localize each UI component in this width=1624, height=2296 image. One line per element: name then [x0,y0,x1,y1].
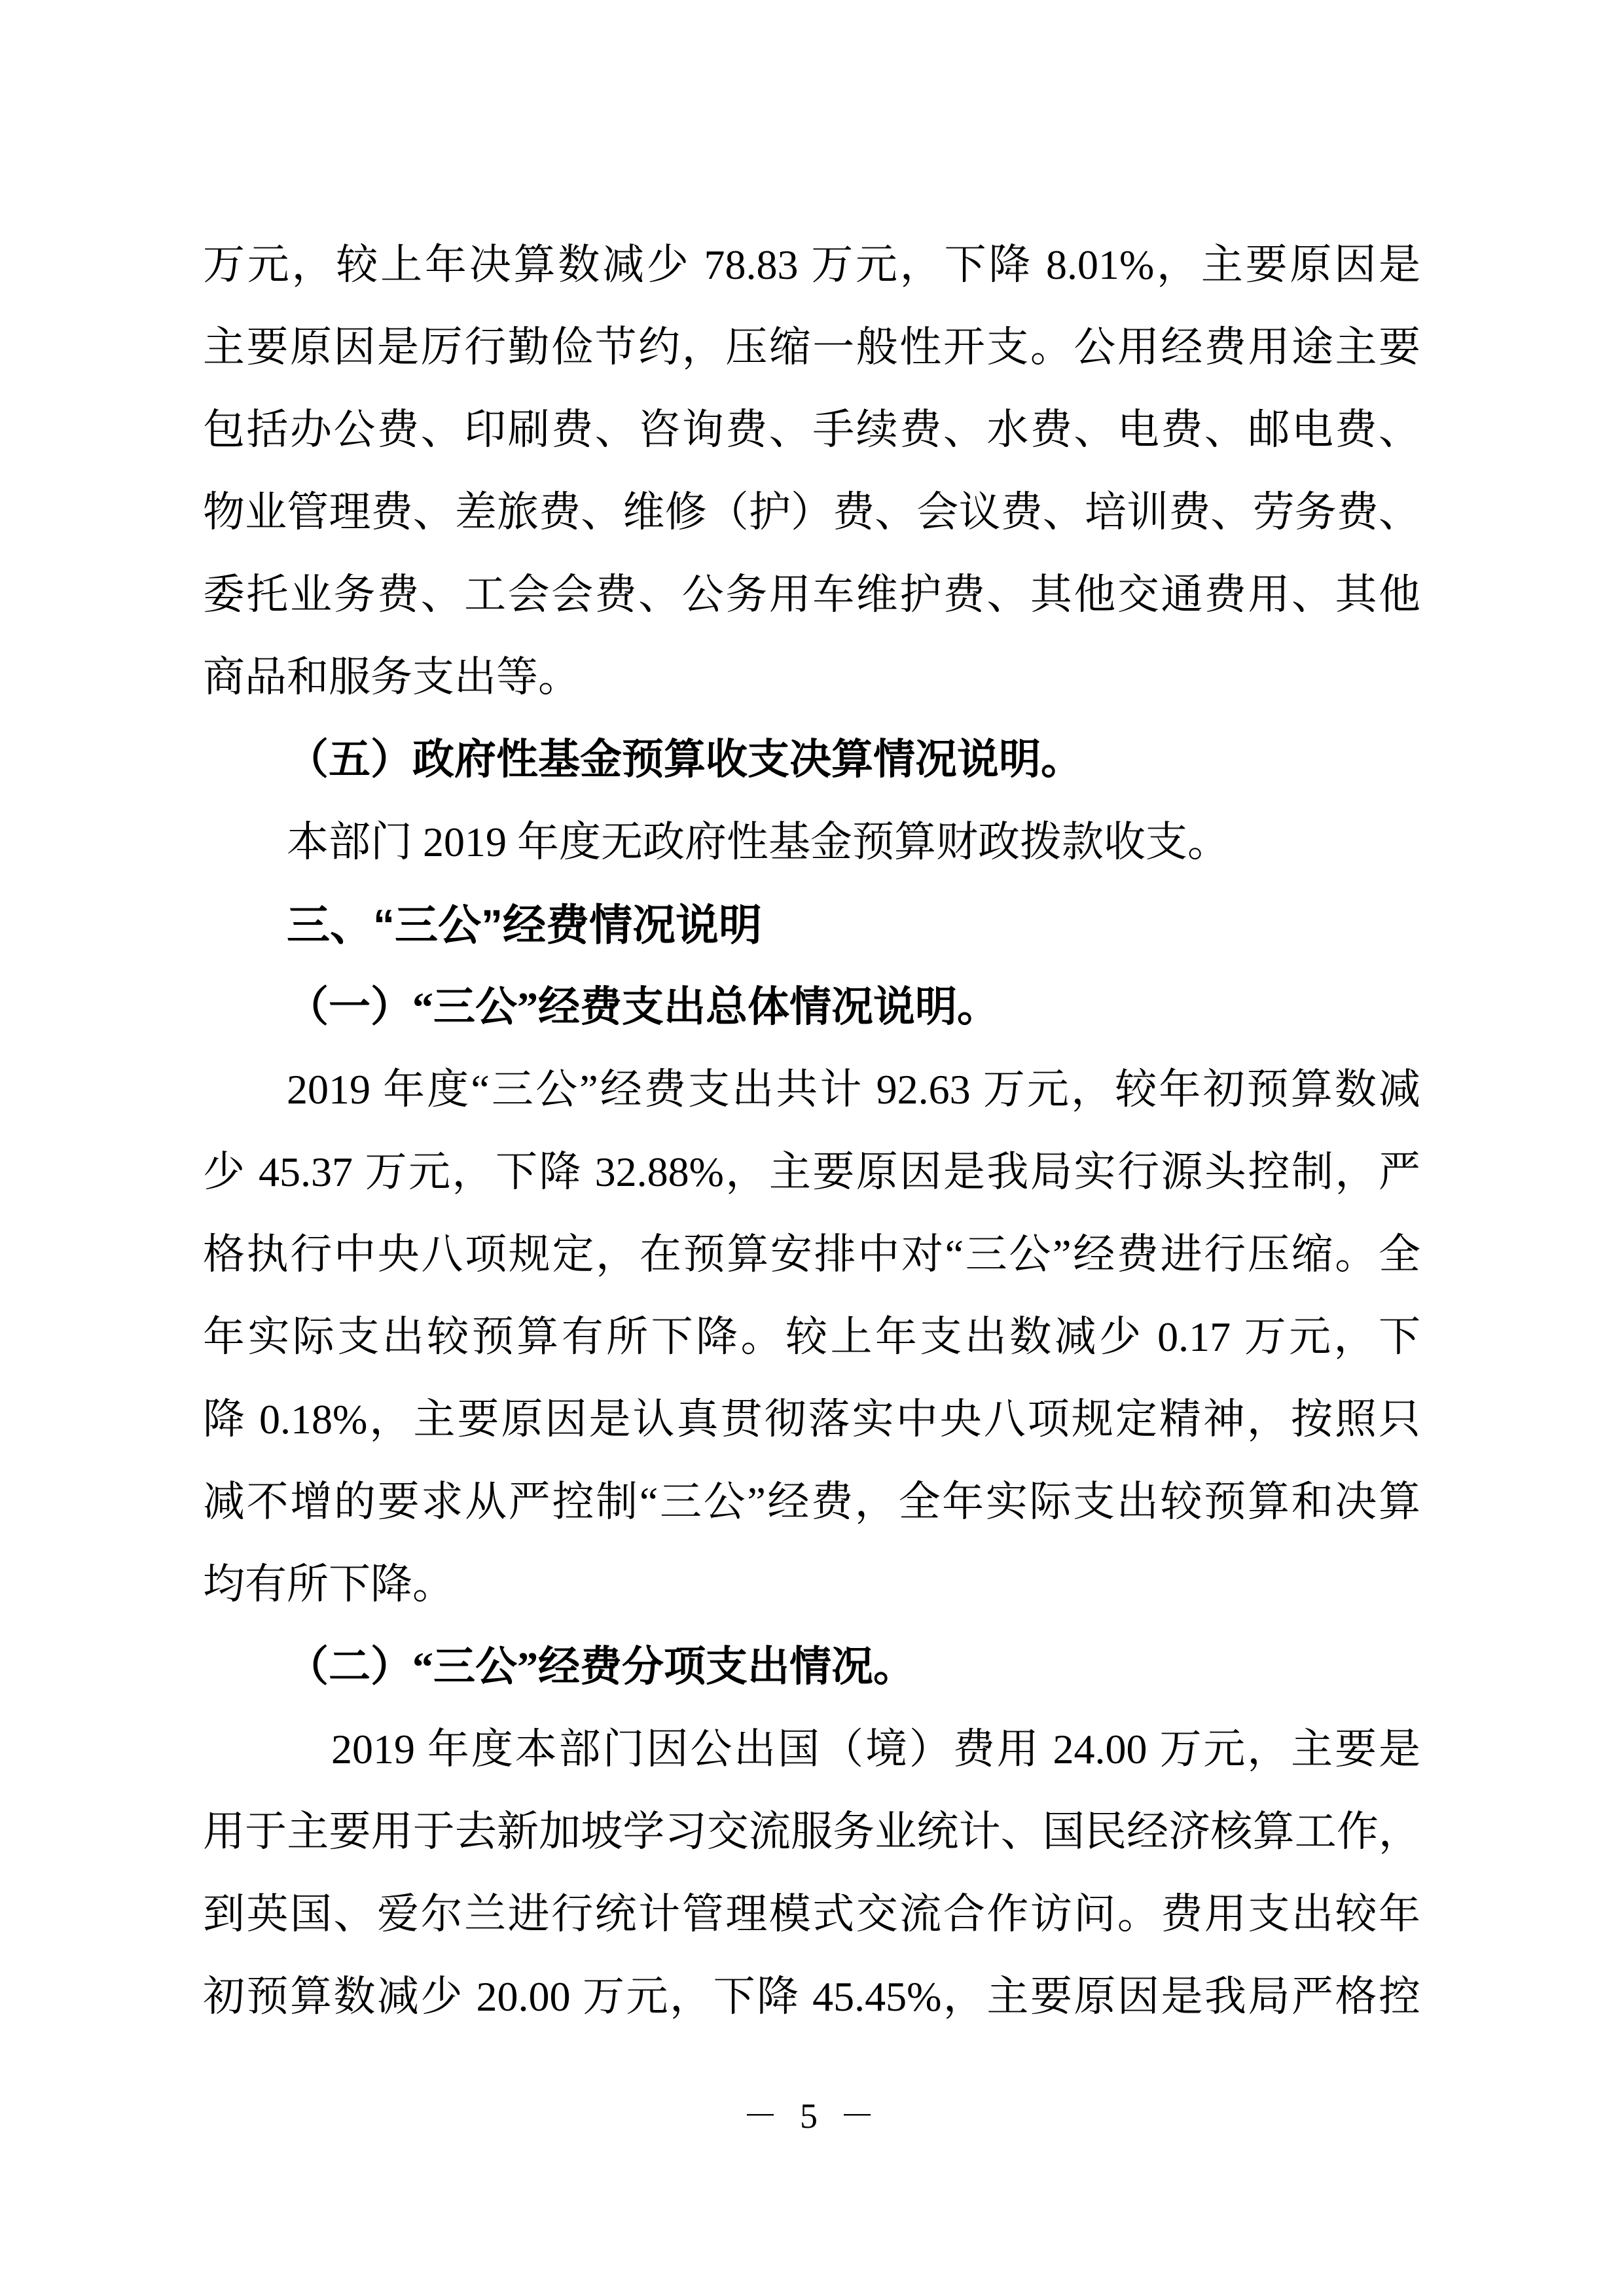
body-line: 物业管理费、差旅费、维修（护）费、会议费、培训费、劳务费、 [203,489,1420,535]
heading-level3: （一）“三公”经费支出总体情况说明。 [287,984,999,1030]
heading-level2: 三、“三公”经费情况说明 [287,901,762,949]
body-line: 均有所下降。 [203,1561,454,1607]
body-line: 委托业务费、工会会费、公务用车维护费、其他交通费用、其他 [203,571,1420,618]
body-line: 减不增的要求从严控制“三公”经费，全年实际支出较预算和决算 [203,1479,1420,1525]
body-line: 2019 年度本部门因公出国（境）费用 24.00 万元，主要是 [331,1726,1420,1772]
body-line: 到英国、爱尔兰进行统计管理模式交流合作访问。费用支出较年 [203,1891,1420,1937]
body-line: 商品和服务支出等。 [203,654,580,700]
body-line: 本部门 2019 年度无政府性基金预算财政拨款收支。 [287,819,1229,865]
document-body [203,224,1420,2038]
body-line: 万元，较上年决算数减少 78.83 万元，下降 8.01%，主要原因是 [203,242,1420,288]
body-line: 初预算数减少 20.00 万元，下降 45.45%，主要原因是我局严格控 [203,1973,1420,2020]
body-line: 年实际支出较预算有所下降。较上年支出数减少 0.17 万元，下 [203,1314,1420,1360]
body-line: 主要原因是厉行勤俭节约，压缩一般性开支。公用经费用途主要 [203,324,1420,370]
body-line: 少 45.37 万元，下降 32.88%，主要原因是我局实行源头控制，严 [203,1149,1420,1195]
body-line: 包括办公费、印刷费、咨询费、手续费、水费、电费、邮电费、 [203,406,1420,453]
body-line: 格执行中央八项规定，在预算安排中对“三公”经费进行压缩。全 [203,1231,1420,1278]
body-line: 2019 年度“三公”经费支出共计 92.63 万元，较年初预算数减 [287,1066,1420,1113]
page-number: － 5 － [742,2096,882,2136]
body-line: 降 0.18%，主要原因是认真贯彻落实中央八项规定精神，按照只 [203,1396,1420,1443]
body-line: 用于主要用于去新加坡学习交流服务业统计、国民经济核算工作， [203,1808,1420,1855]
heading-level3: （五）政府性基金预算收支决算情况说明。 [287,736,1083,783]
heading-level3: （二）“三公”经费分项支出情况。 [287,1643,915,1690]
